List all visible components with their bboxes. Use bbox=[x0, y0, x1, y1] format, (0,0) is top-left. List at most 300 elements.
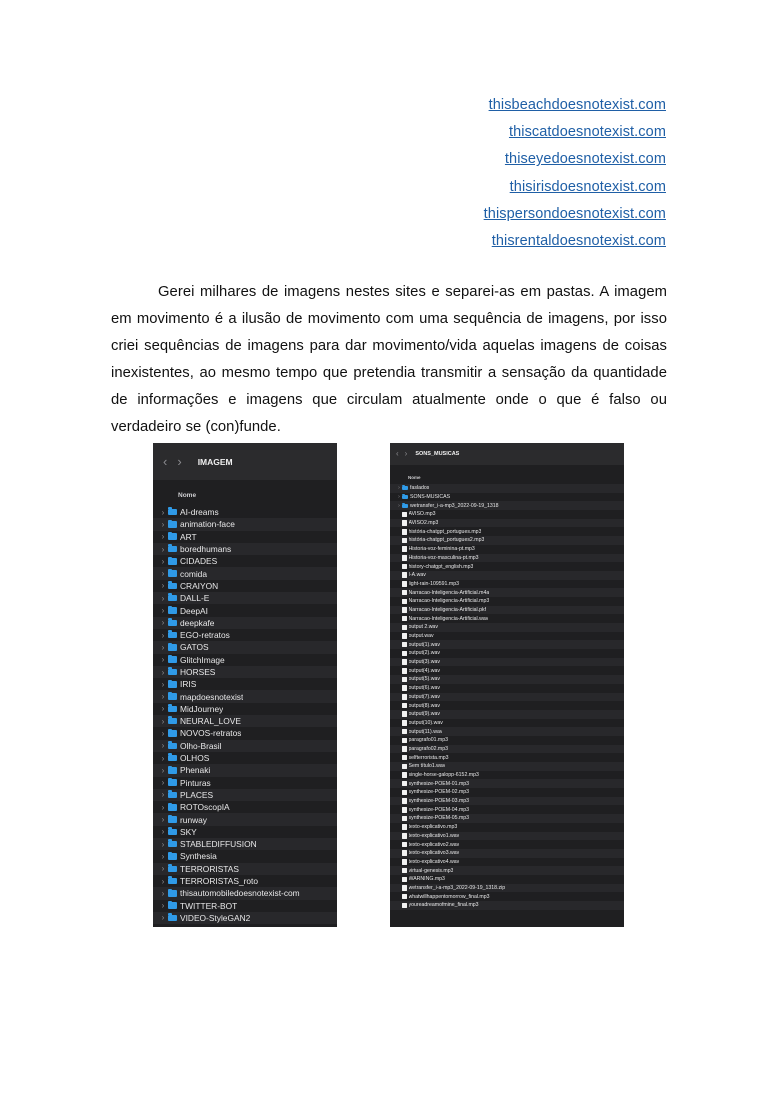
disclosure-chevron-icon[interactable]: › bbox=[161, 888, 165, 898]
folder-icon bbox=[168, 509, 177, 516]
item-name: NOVOS-retratos bbox=[180, 728, 242, 739]
back-arrow-icon[interactable]: ‹ bbox=[396, 449, 399, 458]
forward-arrow-icon[interactable]: › bbox=[404, 449, 408, 458]
file-icon bbox=[402, 555, 407, 561]
file-row[interactable] bbox=[390, 805, 624, 814]
disclosure-chevron-icon[interactable]: › bbox=[161, 593, 165, 603]
item-name: Narracao-Inteligencia-Artificial.m4a bbox=[408, 589, 490, 596]
item-name: GlitchImage bbox=[180, 654, 225, 665]
file-row[interactable] bbox=[390, 527, 624, 536]
file-icon bbox=[402, 816, 407, 822]
item-name: output(4).wav bbox=[408, 667, 440, 674]
file-row[interactable] bbox=[390, 701, 624, 710]
item-name: NEURAL_LOVE bbox=[180, 716, 241, 727]
file-row[interactable] bbox=[390, 597, 624, 606]
folder-icon bbox=[168, 866, 177, 873]
item-name: Sem título1.wav bbox=[408, 763, 446, 770]
folder-icon bbox=[168, 681, 177, 688]
file-row[interactable] bbox=[390, 684, 624, 693]
folder-icon bbox=[168, 853, 177, 860]
item-name: HORSES bbox=[180, 667, 216, 677]
folder-icon bbox=[168, 595, 177, 602]
file-row[interactable] bbox=[390, 666, 624, 675]
folder-icon bbox=[168, 521, 177, 528]
finder-titlebar bbox=[153, 443, 337, 480]
item-name: Narracao-Inteligencia-Artificial.wav bbox=[408, 615, 489, 622]
folder-icon bbox=[168, 620, 177, 627]
item-name: Narracao-Inteligencia-Artificial.mp3 bbox=[408, 598, 490, 605]
item-name: selfterrorista.mp3 bbox=[408, 754, 449, 761]
disclosure-chevron-icon[interactable]: › bbox=[161, 901, 165, 911]
folder-row[interactable] bbox=[153, 912, 337, 924]
file-row[interactable] bbox=[390, 753, 624, 762]
folder-row[interactable] bbox=[153, 678, 337, 690]
link-cat[interactable]: thiscatdoesnotexist.com bbox=[508, 124, 666, 141]
link-eye[interactable]: thiseyedoesnotexist.com bbox=[504, 151, 666, 168]
folder-icon bbox=[168, 669, 177, 676]
item-name: single-horse-galopp-6152.mp3 bbox=[408, 772, 479, 779]
folder-title: SONS_MUSICAS bbox=[415, 451, 460, 457]
item-name: TERRORISTAS bbox=[180, 863, 239, 874]
file-icon bbox=[402, 755, 407, 761]
folder-row[interactable] bbox=[390, 501, 624, 510]
folder-icon bbox=[168, 632, 177, 639]
folder-row[interactable] bbox=[153, 690, 337, 702]
disclosure-chevron-icon[interactable]: › bbox=[398, 494, 400, 501]
file-icon bbox=[402, 694, 407, 700]
file-icon bbox=[402, 564, 407, 570]
item-name: animation-face bbox=[180, 519, 235, 530]
folder-row[interactable] bbox=[153, 580, 337, 592]
item-name: texto-explicativo1.wav bbox=[408, 832, 460, 839]
file-row[interactable] bbox=[390, 571, 624, 580]
item-name: TERRORISTAS_roto bbox=[180, 876, 259, 887]
folder-icon bbox=[168, 656, 177, 663]
file-icon bbox=[402, 633, 407, 639]
item-name: PLACES bbox=[180, 789, 214, 800]
disclosure-chevron-icon[interactable]: › bbox=[161, 569, 165, 579]
forward-arrow-icon[interactable]: › bbox=[177, 454, 182, 469]
file-icon bbox=[402, 738, 407, 744]
file-row[interactable] bbox=[390, 658, 624, 667]
file-icon bbox=[402, 894, 407, 900]
folder-row[interactable] bbox=[153, 641, 337, 653]
item-name: STABLEDIFFUSION bbox=[180, 839, 257, 850]
file-row[interactable] bbox=[390, 536, 624, 545]
file-icon bbox=[402, 868, 407, 874]
file-row[interactable] bbox=[390, 771, 624, 780]
disclosure-chevron-icon[interactable]: › bbox=[161, 704, 165, 714]
item-name: output(9).wav bbox=[408, 711, 440, 718]
item-name: output(10).wav bbox=[408, 719, 443, 726]
file-row[interactable] bbox=[390, 779, 624, 788]
folder-icon bbox=[168, 558, 177, 565]
item-name: IRIS bbox=[180, 679, 197, 690]
file-icon bbox=[402, 538, 407, 544]
disclosure-chevron-icon[interactable]: › bbox=[161, 876, 165, 886]
disclosure-chevron-icon[interactable]: › bbox=[161, 679, 165, 689]
folder-icon bbox=[168, 829, 177, 836]
item-name: synthesize-POEM-02.mp3 bbox=[408, 789, 470, 796]
file-icon bbox=[402, 764, 407, 770]
disclosure-chevron-icon[interactable]: › bbox=[161, 728, 165, 738]
folder-row[interactable] bbox=[153, 555, 337, 567]
file-row[interactable] bbox=[390, 519, 624, 528]
folder-icon bbox=[168, 583, 177, 590]
file-icon bbox=[402, 833, 407, 839]
file-row[interactable] bbox=[390, 762, 624, 771]
file-row[interactable] bbox=[390, 693, 624, 702]
file-icon bbox=[402, 842, 407, 848]
file-row[interactable] bbox=[390, 788, 624, 797]
disclosure-chevron-icon[interactable]: › bbox=[161, 716, 165, 726]
folder-title: IMAGEM bbox=[197, 456, 233, 467]
folder-row[interactable] bbox=[153, 715, 337, 727]
folder-row[interactable] bbox=[153, 789, 337, 801]
item-name: youreadreamofmine_final.mp3 bbox=[408, 902, 479, 909]
file-icon bbox=[402, 877, 407, 883]
item-name: faslados bbox=[410, 485, 430, 492]
file-row[interactable] bbox=[390, 719, 624, 728]
item-name: output(2).wav bbox=[408, 650, 440, 657]
file-icon bbox=[402, 885, 407, 891]
file-row[interactable] bbox=[390, 849, 624, 858]
item-name: VIDEO-StyleGAN2 bbox=[180, 912, 251, 923]
disclosure-chevron-icon[interactable]: › bbox=[161, 692, 165, 702]
file-icon bbox=[402, 642, 407, 648]
file-row[interactable] bbox=[390, 649, 624, 658]
folder-row[interactable] bbox=[153, 666, 337, 678]
file-icon bbox=[402, 807, 407, 813]
folder-row[interactable] bbox=[153, 567, 337, 579]
file-icon bbox=[402, 581, 407, 587]
item-name: wetransfer_i-a-mp3_2022-09-19_1318.zip bbox=[408, 884, 506, 891]
folder-icon bbox=[168, 878, 177, 885]
item-name: synthesize-POEM-03.mp3 bbox=[408, 798, 470, 805]
disclosure-chevron-icon[interactable]: › bbox=[161, 556, 165, 566]
item-name: output(1).wav bbox=[408, 641, 440, 648]
file-row[interactable] bbox=[390, 614, 624, 623]
file-row[interactable] bbox=[390, 901, 624, 910]
disclosure-chevron-icon[interactable]: › bbox=[161, 851, 165, 861]
file-row[interactable] bbox=[390, 736, 624, 745]
item-name: synthesize-POEM-01.mp3 bbox=[408, 780, 470, 787]
folder-row[interactable] bbox=[153, 875, 337, 887]
item-name: WARNING.mp3 bbox=[408, 876, 445, 883]
item-name: wetransfer_i-a-mp3_2022-09-19_1318 bbox=[410, 502, 499, 509]
file-row[interactable] bbox=[390, 884, 624, 893]
file-row[interactable] bbox=[390, 562, 624, 571]
disclosure-chevron-icon[interactable]: › bbox=[161, 532, 165, 542]
folder-row[interactable] bbox=[153, 531, 337, 543]
file-list bbox=[390, 484, 624, 910]
item-name: TWITTER-BOT bbox=[180, 900, 238, 911]
folder-icon bbox=[168, 767, 177, 774]
item-name: história-chatgpt_portugues2.mp3 bbox=[408, 537, 485, 544]
folder-row[interactable] bbox=[153, 727, 337, 739]
file-icon bbox=[402, 607, 407, 613]
item-name: texto-explicativo3.wav bbox=[408, 850, 460, 857]
item-name: CRAIYON bbox=[180, 580, 219, 591]
item-name: mapdoesnotexist bbox=[180, 691, 244, 702]
item-name: DeepAI bbox=[180, 605, 208, 616]
disclosure-chevron-icon[interactable]: › bbox=[161, 741, 165, 751]
file-icon bbox=[402, 859, 407, 865]
file-row[interactable] bbox=[390, 892, 624, 901]
file-icon bbox=[402, 520, 407, 526]
file-row[interactable] bbox=[390, 832, 624, 841]
disclosure-chevron-icon[interactable]: › bbox=[161, 765, 165, 775]
file-row[interactable] bbox=[390, 814, 624, 823]
item-name: Narracao-Inteligencia-Artificial.pkf bbox=[408, 606, 487, 613]
file-row[interactable] bbox=[390, 606, 624, 615]
folder-icon bbox=[168, 792, 177, 799]
item-name: boredhumans bbox=[180, 544, 232, 555]
folder-icon bbox=[168, 779, 177, 786]
item-name: output(5).wav bbox=[408, 676, 440, 683]
site-link-list bbox=[484, 92, 666, 255]
folder-icon bbox=[168, 693, 177, 700]
file-row[interactable] bbox=[390, 580, 624, 589]
link-beach[interactable]: thisbeachdoesnotexist.com bbox=[488, 97, 666, 113]
folder-row[interactable] bbox=[153, 887, 337, 899]
file-icon bbox=[402, 798, 407, 804]
disclosure-chevron-icon[interactable]: › bbox=[161, 753, 165, 763]
folder-row[interactable] bbox=[153, 543, 337, 555]
file-row[interactable] bbox=[390, 510, 624, 519]
folder-row[interactable] bbox=[153, 506, 337, 518]
file-row[interactable] bbox=[390, 710, 624, 719]
item-name: paragrafo01.mp3 bbox=[408, 737, 449, 744]
disclosure-chevron-icon[interactable]: › bbox=[161, 581, 165, 591]
folder-row[interactable] bbox=[390, 484, 624, 493]
folder-row[interactable] bbox=[153, 592, 337, 604]
file-icon bbox=[402, 651, 407, 657]
link-person[interactable]: thispersondoesnotexist.com bbox=[483, 205, 666, 222]
disclosure-chevron-icon[interactable]: › bbox=[161, 913, 165, 923]
item-name: AI-dreams bbox=[180, 507, 219, 518]
file-row[interactable] bbox=[390, 632, 624, 641]
item-name: texto-explicativo.mp3 bbox=[408, 824, 458, 831]
item-name: output(7).wav bbox=[408, 693, 440, 700]
folder-icon bbox=[168, 890, 177, 897]
item-name: Synthesia bbox=[180, 851, 217, 862]
item-name: output(8).wav bbox=[408, 702, 440, 709]
item-name: SKY bbox=[180, 826, 197, 837]
item-name: AVISO.mp3 bbox=[408, 511, 436, 518]
file-row[interactable] bbox=[390, 588, 624, 597]
item-name: output.wav bbox=[408, 633, 434, 640]
file-row[interactable] bbox=[390, 823, 624, 832]
item-name: texto-explicativo4.wav bbox=[408, 858, 460, 865]
item-name: OLHOS bbox=[180, 753, 210, 764]
disclosure-chevron-icon[interactable]: › bbox=[161, 864, 165, 874]
folder-icon bbox=[402, 495, 408, 499]
item-name: AVISO2.mp3 bbox=[408, 520, 439, 527]
link-rental[interactable]: thisrentaldoesnotexist.com bbox=[491, 233, 666, 250]
file-row[interactable] bbox=[390, 545, 624, 554]
item-name: Olho-Brasil bbox=[180, 740, 222, 751]
folder-row[interactable] bbox=[153, 629, 337, 641]
file-icon bbox=[402, 711, 407, 717]
folder-row[interactable] bbox=[153, 764, 337, 776]
disclosure-chevron-icon[interactable]: › bbox=[161, 815, 165, 825]
folder-row[interactable] bbox=[153, 801, 337, 813]
folder-icon bbox=[402, 504, 408, 508]
file-icon bbox=[402, 572, 407, 578]
folder-icon bbox=[168, 718, 177, 725]
item-name: SONS-MUSICAS bbox=[410, 494, 451, 501]
item-name: MidJourney bbox=[180, 703, 224, 714]
file-icon bbox=[402, 850, 407, 856]
file-row[interactable] bbox=[390, 554, 624, 563]
file-row[interactable] bbox=[390, 745, 624, 754]
disclosure-chevron-icon[interactable]: › bbox=[161, 519, 165, 529]
finder-window-sons-musicas bbox=[390, 443, 624, 927]
name-column-header[interactable]: Nome bbox=[178, 492, 197, 499]
folder-row[interactable] bbox=[153, 518, 337, 530]
item-name: texto-explicativo2.wav bbox=[408, 841, 460, 848]
folder-icon bbox=[168, 915, 177, 922]
item-name: Pinturas bbox=[180, 777, 211, 788]
item-name: Historia-voz-masculina-pt.mp3 bbox=[408, 554, 479, 561]
file-row[interactable] bbox=[390, 866, 624, 875]
disclosure-chevron-icon[interactable]: › bbox=[161, 655, 165, 665]
folder-row[interactable] bbox=[153, 604, 337, 616]
file-icon bbox=[402, 903, 407, 909]
item-name: output(11).wav bbox=[408, 728, 443, 735]
finder-window-imagem bbox=[153, 443, 337, 927]
folder-icon bbox=[168, 533, 177, 540]
disclosure-chevron-icon[interactable]: › bbox=[398, 485, 400, 492]
folder-row[interactable] bbox=[153, 900, 337, 912]
item-name: output 2.wav bbox=[408, 624, 438, 631]
item-name: Phenaki bbox=[180, 765, 211, 776]
folder-icon bbox=[168, 546, 177, 553]
file-icon bbox=[402, 703, 407, 709]
item-name: ROTOscopIA bbox=[180, 802, 230, 813]
disclosure-chevron-icon[interactable]: › bbox=[161, 802, 165, 812]
item-name: GATOS bbox=[180, 642, 209, 653]
file-icon bbox=[402, 824, 407, 830]
file-row[interactable] bbox=[390, 797, 624, 806]
folder-row[interactable] bbox=[153, 752, 337, 764]
folder-icon bbox=[168, 902, 177, 909]
name-column-header[interactable]: Nome bbox=[408, 475, 421, 480]
folder-row[interactable] bbox=[390, 493, 624, 502]
folder-row[interactable] bbox=[153, 777, 337, 789]
file-icon bbox=[402, 668, 407, 674]
item-name: synthesize-POEM-04.mp3 bbox=[408, 806, 470, 813]
folder-row[interactable] bbox=[153, 850, 337, 862]
disclosure-chevron-icon[interactable]: › bbox=[161, 618, 165, 628]
item-name: thisautomobiledoesnotexist-com bbox=[180, 888, 300, 899]
item-name: deepkafe bbox=[180, 617, 215, 628]
file-icon bbox=[402, 599, 407, 605]
item-name: synthesize-POEM-05.mp3 bbox=[408, 815, 470, 822]
file-icon bbox=[402, 529, 407, 535]
folder-row[interactable] bbox=[153, 826, 337, 838]
file-icon bbox=[402, 729, 407, 735]
folder-icon bbox=[168, 607, 177, 614]
link-iris[interactable]: thisirisdoesnotexist.com bbox=[509, 178, 666, 195]
file-icon bbox=[402, 590, 407, 596]
item-name: paragrafo02.mp3 bbox=[408, 745, 449, 752]
disclosure-chevron-icon[interactable]: › bbox=[161, 642, 165, 652]
file-icon bbox=[402, 746, 407, 752]
folder-icon bbox=[168, 755, 177, 762]
file-icon bbox=[402, 677, 407, 683]
item-name: light-rain-109591.mp3 bbox=[408, 580, 459, 587]
item-name: Historia-voz-feminina-pt.mp3 bbox=[408, 546, 475, 553]
folder-row[interactable] bbox=[153, 703, 337, 715]
item-name: history-chatgpt_english.mp3 bbox=[408, 563, 474, 570]
file-icon bbox=[402, 720, 407, 726]
item-name: história-chatgpt_portugues.mp3 bbox=[408, 528, 482, 535]
file-row[interactable] bbox=[390, 858, 624, 867]
item-name: virtual-genesis.mp3 bbox=[408, 867, 454, 874]
disclosure-chevron-icon[interactable]: › bbox=[398, 502, 400, 509]
file-row[interactable] bbox=[390, 640, 624, 649]
file-icon bbox=[402, 625, 407, 631]
item-name: DALL-E bbox=[180, 593, 210, 604]
disclosure-chevron-icon[interactable]: › bbox=[161, 606, 165, 616]
folder-icon bbox=[168, 804, 177, 811]
folder-icon bbox=[402, 486, 408, 490]
folder-row[interactable] bbox=[153, 863, 337, 875]
file-row[interactable] bbox=[390, 675, 624, 684]
folder-row[interactable] bbox=[153, 838, 337, 850]
folder-row[interactable] bbox=[153, 813, 337, 825]
disclosure-chevron-icon[interactable]: › bbox=[161, 667, 165, 677]
folder-row[interactable] bbox=[153, 654, 337, 666]
folder-row[interactable] bbox=[153, 740, 337, 752]
disclosure-chevron-icon[interactable]: › bbox=[161, 839, 165, 849]
disclosure-chevron-icon[interactable]: › bbox=[161, 827, 165, 837]
disclosure-chevron-icon[interactable]: › bbox=[161, 507, 165, 517]
item-name: output(3).wav bbox=[408, 659, 440, 666]
folder-icon bbox=[168, 644, 177, 651]
file-icon bbox=[402, 685, 407, 691]
folder-icon bbox=[168, 841, 177, 848]
disclosure-chevron-icon[interactable]: › bbox=[161, 630, 165, 640]
file-row[interactable] bbox=[390, 840, 624, 849]
folder-icon bbox=[168, 730, 177, 737]
folder-icon bbox=[168, 743, 177, 750]
folder-icon bbox=[168, 570, 177, 577]
file-icon bbox=[402, 546, 407, 552]
file-row[interactable] bbox=[390, 623, 624, 632]
file-icon bbox=[402, 781, 407, 787]
file-icon bbox=[402, 790, 407, 796]
back-arrow-icon[interactable]: ‹ bbox=[163, 454, 168, 469]
file-icon bbox=[402, 659, 407, 665]
disclosure-chevron-icon[interactable]: › bbox=[161, 790, 165, 800]
item-name: I-A.wav bbox=[408, 572, 426, 579]
disclosure-chevron-icon[interactable]: › bbox=[161, 544, 165, 554]
folder-icon bbox=[168, 706, 177, 713]
folder-row[interactable] bbox=[153, 617, 337, 629]
file-list bbox=[153, 506, 337, 924]
disclosure-chevron-icon[interactable]: › bbox=[161, 778, 165, 788]
item-name: runway bbox=[180, 814, 207, 825]
item-name: CIDADES bbox=[180, 556, 218, 567]
file-icon bbox=[402, 512, 407, 518]
file-row[interactable] bbox=[390, 727, 624, 736]
file-row[interactable] bbox=[390, 875, 624, 884]
body-paragraph: Gerei milhares de imagens nestes sites e separei-as em pastas. A imagem em movimento é a ilusão de movimento com uma sequência de imagens, por isso criei sequências de imagens para dar movimento/vida aquelas imagens de coisas inexistentes, ao mesmo tempo que pretendia transmitir a sensação da quantidade de informações e imagens que circulam atualmente onde o que é falso ou verdadeiro se (con)funde. bbox=[111, 284, 667, 435]
finder-titlebar bbox=[390, 443, 624, 465]
